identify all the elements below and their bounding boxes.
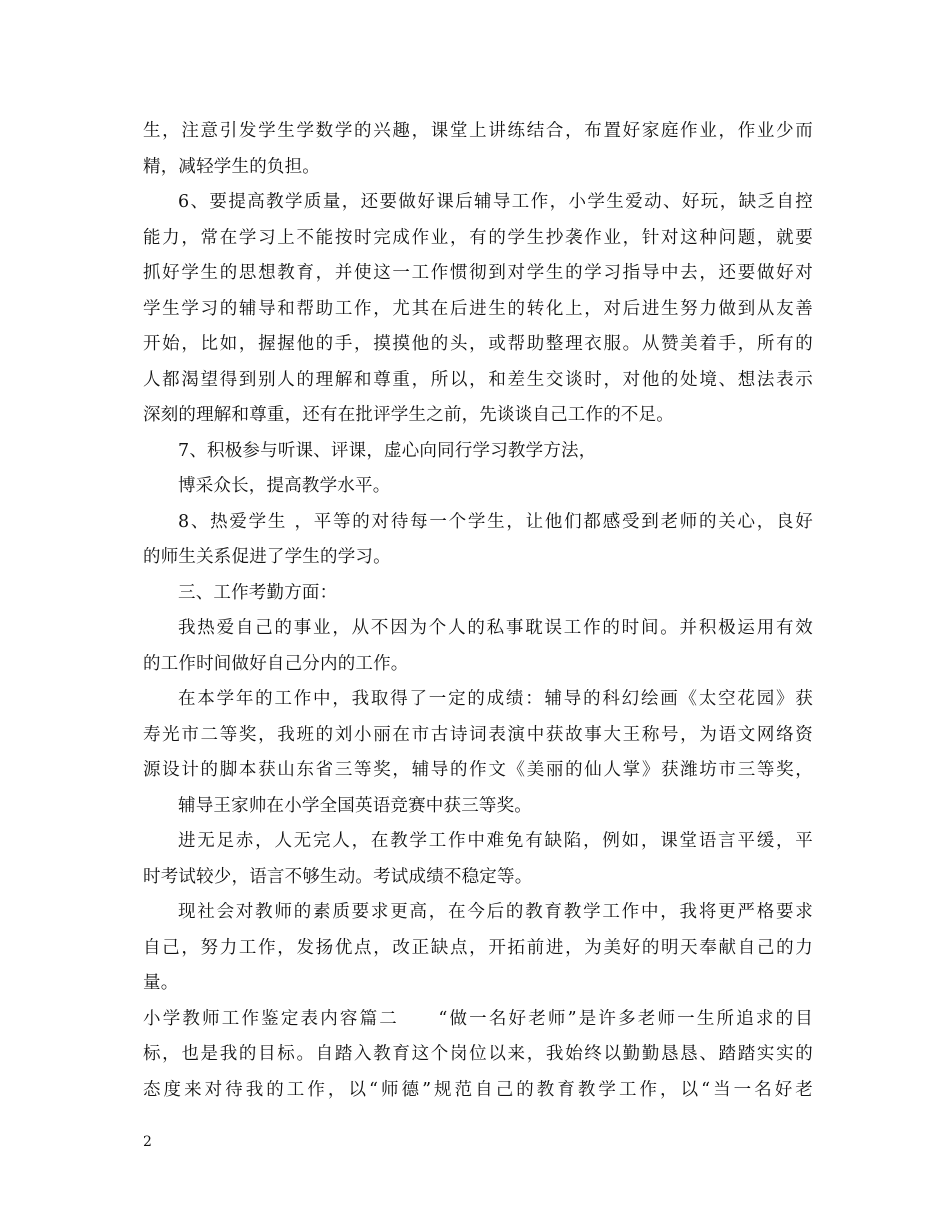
text-line: 的师生关系促进了学生的学习。 <box>143 547 391 567</box>
text-line: 自己，努力工作，发扬优点，改正缺点，开拓前进，为美好的明天奉献自己的力 <box>143 937 813 958</box>
text-line: 的工作时间做好自己分内的工作。 <box>143 653 409 674</box>
text-line: 源设计的脚本获山东省三等奖，辅导的作文《美丽的仙人掌》获潍坊市三等奖， <box>143 760 813 780</box>
text-line: 时考试较少，语言不够生动。考试成绩不稳定等。 <box>143 866 533 887</box>
text-line: 态度来对待我的工作，以“师德”规范自己的教育教学工作，以“当一名好老 <box>143 1079 813 1100</box>
text-line: 6、要提高教学质量，还要做好课后辅导工作，小学生爱动、好玩，缺乏自控 <box>178 192 813 212</box>
text-line: 深刻的理解和尊重，还有在批评学生之前，先谈谈自己工作的不足。 <box>143 405 674 425</box>
document-body <box>143 114 813 1108</box>
text-line: 博采众长，提高教学水平。 <box>178 476 391 496</box>
text-line: 在本学年的工作中，我取得了一定的成绩：辅导的科幻绘画《太空花园》获 <box>178 689 813 709</box>
text-line: 辅导王家帅在小学全国英语竞赛中获三等奖。 <box>178 795 532 816</box>
text-line: 现社会对教师的素质要求更高，在今后的教育教学工作中，我将更严格要求 <box>178 902 813 922</box>
text-line: 8、热爱学生 ，平等的对待每一个学生，让他们都感受到老师的关心，良好 <box>178 511 813 532</box>
text-line: 能力，常在学习上不能按时完成作业，有的学生抄袭作业，针对这种问题，就要 <box>143 227 813 248</box>
text-line: 寿光市二等奖，我班的刘小丽在市古诗词表演中获故事大王称号，为语文网络资 <box>143 724 813 745</box>
text-line: 抓好学生的思想教育，并使这一工作惯彻到对学生的学习指导中去，还要做好对 <box>143 263 813 283</box>
text-line: 生，注意引发学生学数学的兴趣，课堂上讲练结合，布置好家庭作业，作业少而 <box>143 121 813 141</box>
text-line: 量。 <box>143 973 179 993</box>
page-number: 2 <box>143 1134 152 1150</box>
text-line: 人都渴望得到别人的理解和尊重，所以，和差生交谈时，对他的处境、想法表示 <box>143 369 813 390</box>
text-line: 小学教师工作鉴定表内容篇二 “做一名好老师”是许多老师一生所追求的目 <box>143 1008 813 1029</box>
text-line: 精，减轻学生的负担。 <box>143 156 320 177</box>
text-line: 我热爱自己的事业，从不因为个人的私事耽误工作的时间。并积极运用有效 <box>178 618 813 638</box>
text-line: 标，也是我的目标。自踏入教育这个岗位以来，我始终以勤勤恳恳、踏踏实实的 <box>143 1044 813 1064</box>
text-line: 7、积极参与听课、评课，虚心向同行学习教学方法， <box>178 440 597 461</box>
section-heading: 三、工作考勤方面： <box>178 582 338 603</box>
text-line: 开始，比如，握握他的手，摸摸他的头，或帮助整理衣服。从赞美着手，所有的 <box>143 334 813 354</box>
text-line: 进无足赤，人无完人，在教学工作中难免有缺陷，例如，课堂语言平缓，平 <box>178 831 813 851</box>
text-line: 学生学习的辅导和帮助工作，尤其在后进生的转化上，对后进生努力做到从友善 <box>143 298 813 319</box>
